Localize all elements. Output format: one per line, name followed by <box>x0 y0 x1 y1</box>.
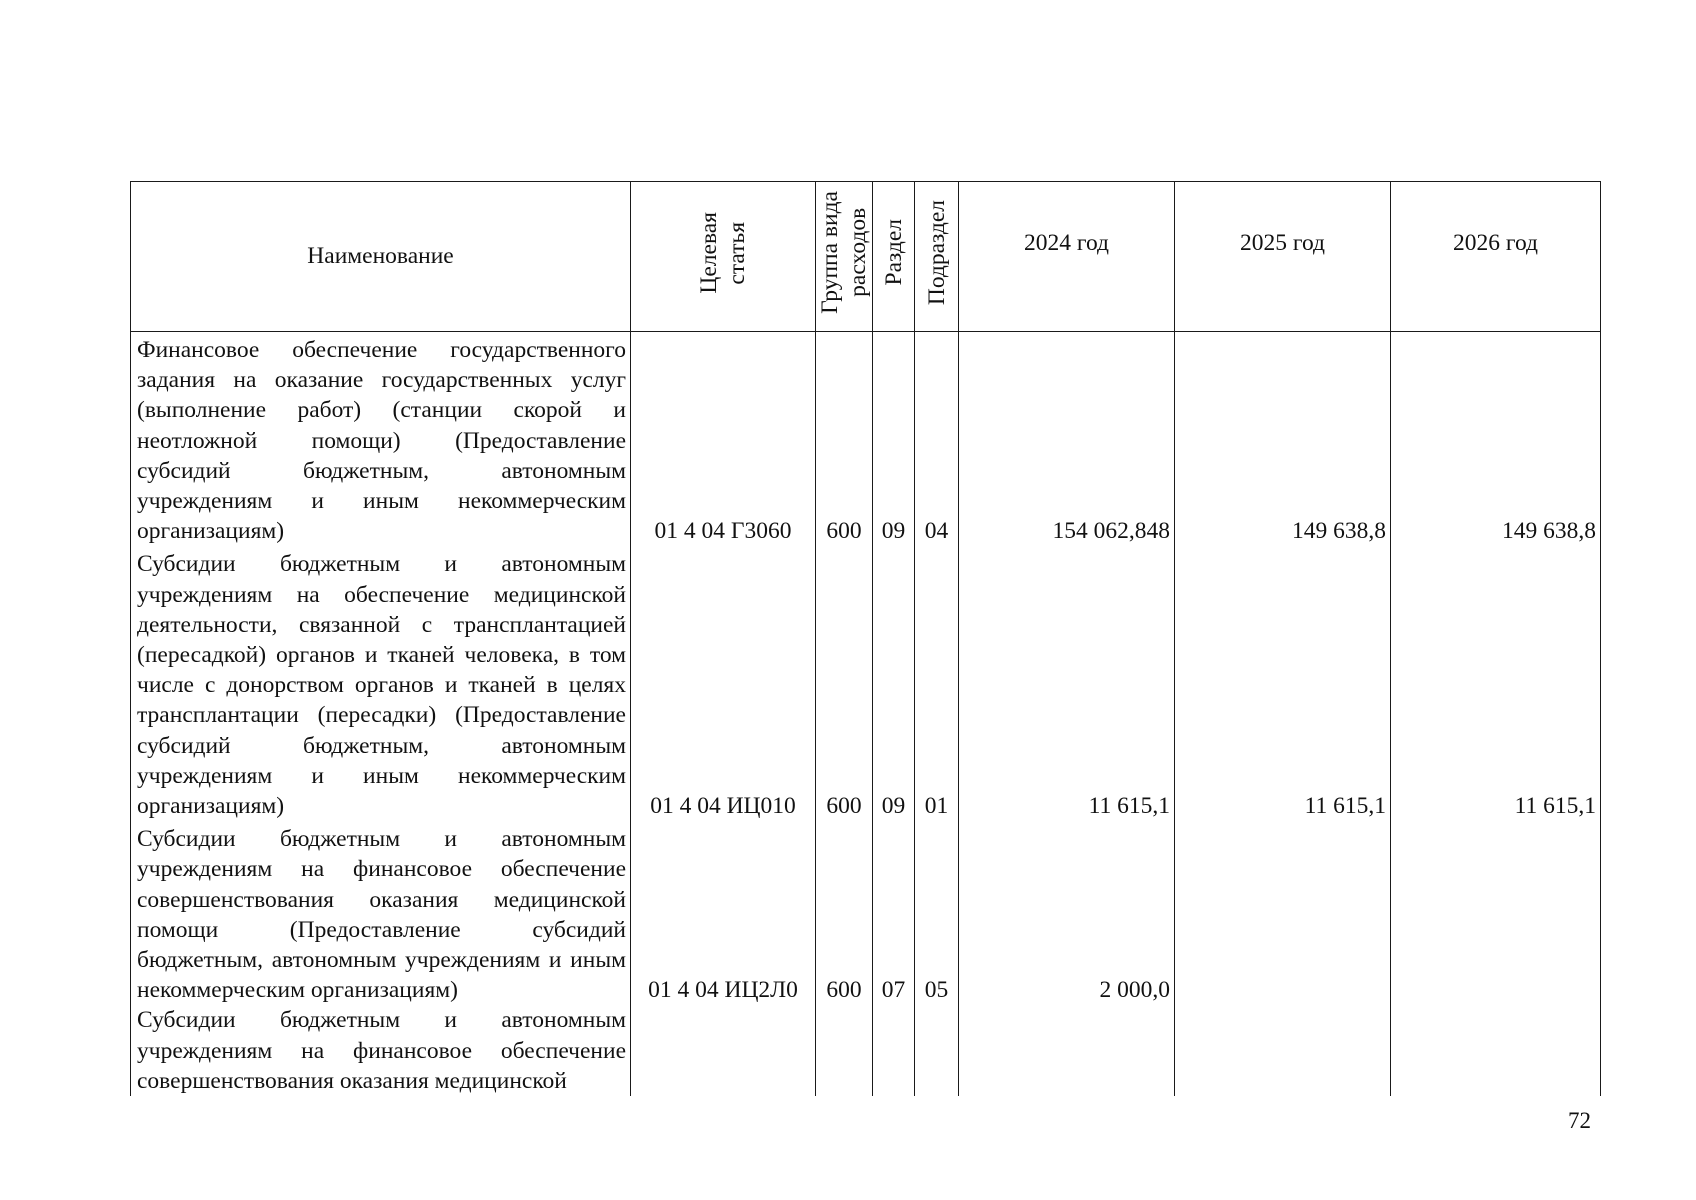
row-2024: 154 062,848 <box>959 332 1175 547</box>
row-target-article: 01 4 04 ИЦ2Л0 <box>631 821 816 1005</box>
row-expense-group: 600 <box>816 332 873 547</box>
row-name: Финансовое обеспечение государственного задания на оказание государственных услуг (выполнение работ) (станции скорой и неотложной помощи) (Предоставление субсидий бюджетным, автономным учреждениям и иным некоммерческим организациям) <box>131 332 631 547</box>
header-expense-group: Группа вида расходов <box>816 182 873 332</box>
row-expense-group <box>816 1005 873 1096</box>
row-2025 <box>1175 1005 1391 1096</box>
row-2025 <box>1175 821 1391 1005</box>
row-2024 <box>959 1005 1175 1096</box>
row-name: Субсидии бюджетным и автономным учреждениям на обеспечение медицинской деятельности, связанной с трансплантацией (пересадкой) органов и тканей человека, в том числе с донорством органов и тканей в целях трансплантации (пересадки) (Предоставление субсидий бюджетным, автономным учреждениям и иным некоммерческим организациям) <box>131 546 631 821</box>
table-row <box>131 1005 1601 1096</box>
row-2024: 2 000,0 <box>959 821 1175 1005</box>
header-row <box>131 182 1601 332</box>
row-target-article: 01 4 04 Г3060 <box>631 332 816 547</box>
table-row <box>131 821 1601 1005</box>
row-2026: 11 615,1 <box>1391 546 1601 821</box>
header-target-article: Целевая статья <box>631 182 816 332</box>
header-2024: 2024 год <box>959 182 1175 332</box>
header-name: Наименование <box>131 182 631 332</box>
page-number: 72 <box>1568 1108 1591 1133</box>
row-subsection: 01 <box>915 546 959 821</box>
header-2025: 2025 год <box>1175 182 1391 332</box>
row-expense-group: 600 <box>816 546 873 821</box>
row-expense-group: 600 <box>816 821 873 1005</box>
row-2026: 149 638,8 <box>1391 332 1601 547</box>
row-section: 09 <box>873 332 915 547</box>
row-subsection: 05 <box>915 821 959 1005</box>
table-row <box>131 332 1601 547</box>
row-name: Субсидии бюджетным и автономным учреждениям на финансовое обеспечение совершенствования оказания медицинской <box>131 1005 631 1096</box>
row-2024: 11 615,1 <box>959 546 1175 821</box>
row-2025: 149 638,8 <box>1175 332 1391 547</box>
row-subsection: 04 <box>915 332 959 547</box>
row-target-article: 01 4 04 ИЦ010 <box>631 546 816 821</box>
row-name: Субсидии бюджетным и автономным учреждениям на финансовое обеспечение совершенствования оказания медицинской помощи (Предоставление субсидий бюджетным, автономным учреждениям и иным некоммерческим организациям) <box>131 821 631 1005</box>
table-row <box>131 546 1601 821</box>
row-2026 <box>1391 821 1601 1005</box>
row-section: 07 <box>873 821 915 1005</box>
header-subsection: Подраздел <box>915 182 959 332</box>
row-2026 <box>1391 1005 1601 1096</box>
row-section: 09 <box>873 546 915 821</box>
row-2025: 11 615,1 <box>1175 546 1391 821</box>
header-section: Раздел <box>873 182 915 332</box>
row-target-article <box>631 1005 816 1096</box>
header-2026: 2026 год <box>1391 182 1601 332</box>
row-section <box>873 1005 915 1096</box>
budget-table <box>130 181 1601 1096</box>
row-subsection <box>915 1005 959 1096</box>
